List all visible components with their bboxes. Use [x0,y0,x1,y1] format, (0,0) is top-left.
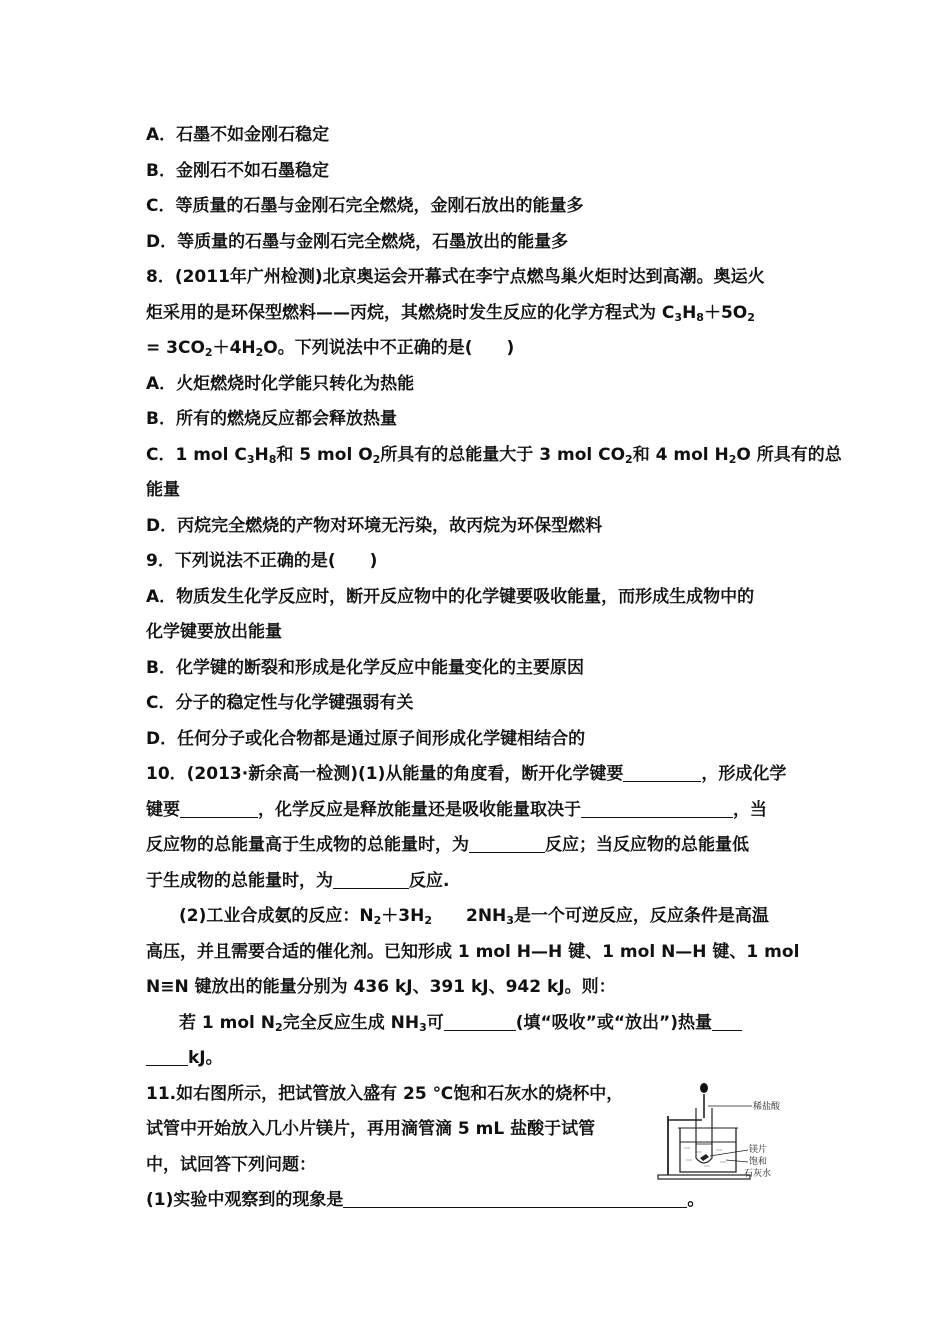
experiment-apparatus-figure [656,1078,796,1188]
question-11-line2: 试管中开始放入几小片镁片，再用滴管滴 5 mL 盐酸于试管 [146,1119,596,1139]
text: H [254,444,269,465]
text: 和 4 mol H [632,444,729,465]
text: O。下列说法中不正确的是( ) [263,338,515,358]
text: 是一个可逆反应，反应条件是高温 [513,906,769,926]
text: ，形成化学 [701,764,787,784]
text: = 3CO [146,338,205,358]
subscript: 2 [728,452,737,466]
question-11-line1: 11.如右图所示，把试管放入盛有 25 ℃饱和石灰水的烧杯中， [146,1083,624,1104]
text: (2)工业合成氨的反应：N [179,906,374,926]
q9-option-b: B．化学键的断裂和形成是化学反应中能量变化的主要原因 [146,657,584,678]
text: 于生成物的总能量时，为 [146,870,333,891]
question-10-part2-line5 [146,1041,810,1077]
subscript: 2 [372,452,381,466]
q8-option-c-cont: 能量 [146,480,180,500]
subscript: 3 [674,310,683,324]
text: 键要 [146,799,180,820]
subscript: 2 [747,310,755,324]
text: 。 [687,1190,705,1210]
question-8-line1: 8．(2011年广州检测)北京奥运会开幕式在李宁点燃鸟巢火炬时达到高潮。奥运火 [146,267,765,287]
question-8-line2 [146,296,810,332]
text: 反应. [409,870,450,891]
text: ＋4H [212,338,256,358]
question-9: 9．下列说法不正确的是( ) [146,551,378,571]
magnesium-pieces [700,1154,709,1161]
text: 若 1 mol N [179,1012,276,1033]
text: C．1 mol C [146,444,247,465]
question-10-line1 [146,757,810,793]
question-10-part2-line1 [146,899,810,935]
subscript: 2 [255,346,264,359]
option-c: C．等质量的石墨与金刚石完全燃烧，金刚石放出的能量多 [146,196,584,216]
answer-blank[interactable] [623,763,701,782]
text: 所具有的总能量大于 3 mol CO [380,444,626,465]
text: ，当 [733,799,767,820]
q9-option-c: C．分子的稳定性与化学键强弱有关 [146,693,414,713]
text: kJ。 [188,1048,223,1068]
text: 反应物的总能量高于生成物的总能量时，为 [146,835,469,855]
question-10-part2-line2: 高压，并且需要合适的催化剂。已知形成 1 mol H—H 键、1 mol N—H 键、1 mol [146,941,800,962]
question-10-part2-line4 [146,1006,810,1042]
answer-blank[interactable] [444,1012,516,1031]
text: O 所具有的总 [736,444,842,465]
text: 10．(2013·新余高一检测)(1)从能量的角度看，断开化学键要 [146,764,624,784]
q9-option-a-cont: 化学键要放出能量 [146,622,282,642]
subscript: 2 [373,914,382,927]
answer-blank[interactable] [146,1047,188,1066]
answer-blank[interactable] [180,799,258,818]
answer-blank[interactable] [469,834,545,853]
q9-option-a: A．物质发生化学反应时，断开反应物中的化学键要吸收能量，而形成生成物中的 [146,586,755,607]
label-limewater: 石灰水 [744,1169,772,1179]
text: ＋3H [381,906,425,926]
question-11-line3: 中，试回答下列问题： [146,1154,316,1175]
subscript: 8 [268,452,277,466]
answer-blank[interactable] [581,799,733,818]
beaker [680,1128,736,1172]
subscript: 2 [424,914,432,927]
document-page [146,118,842,1219]
text: 炬采用的是环保型燃料——丙烷，其燃烧时发生反应的化学方程式为 C [146,302,675,323]
question-11-part1 [146,1183,810,1219]
subscript: 8 [696,310,704,324]
text: (填“吸收”或“放出”)热量 [515,1012,712,1033]
dropper-bulb [700,1083,708,1093]
q8-option-c [146,438,842,474]
q9-option-d: D．任何分子或化合物都是通过原子间形成化学键相结合的 [146,728,586,749]
option-b: B．金刚石不如石墨稳定 [146,160,329,181]
question-8-line3 [146,331,810,367]
text: 可 [426,1012,444,1033]
q8-option-b: B．所有的燃烧反应都会释放热量 [146,409,397,429]
question-10-line4 [146,864,810,900]
subscript: 2 [204,346,213,359]
text: ＋5O [703,302,748,323]
subscript: 2 [625,452,633,466]
text: 2NH [431,906,507,926]
q8-option-d: D．丙烷完全燃烧的产物对环境无污染，故丙烷为环保型燃料 [146,515,603,536]
q8-option-a: A．火炬燃烧时化学能只转化为热能 [146,373,415,394]
answer-blank[interactable] [712,1012,742,1031]
subscript: 2 [275,1020,283,1034]
label-magnesium: 镁片 [749,1145,768,1155]
text: ，化学反应是释放能量还是吸收能量取决于 [258,799,581,820]
text: (1)实验中观察到的现象是 [146,1190,344,1210]
answer-blank[interactable] [333,870,409,889]
answer-blank[interactable] [343,1189,687,1208]
option-d: D．等质量的石墨与金刚石完全燃烧，石墨放出的能量多 [146,231,569,252]
subscript: 3 [419,1020,427,1034]
question-10-line2 [146,793,810,829]
text: 反应；当反应物的总能量低 [545,835,749,855]
label-saturated: 饱和 [749,1157,768,1167]
stand-base [658,1175,750,1179]
subscript: 3 [246,452,255,466]
text: 完全反应生成 NH [282,1012,420,1033]
question-10-part2-line3: N≡N 键放出的能量分别为 436 kJ、391 kJ、942 kJ。则： [146,977,616,997]
text: H [682,302,697,323]
label-hydrochloric-acid: 稀盐酸 [753,1102,781,1112]
subscript: 3 [506,914,514,927]
option-a: A．石墨不如金刚石稳定 [146,125,330,145]
question-10-line3 [146,828,810,864]
text: 和 5 mol O [276,444,373,465]
